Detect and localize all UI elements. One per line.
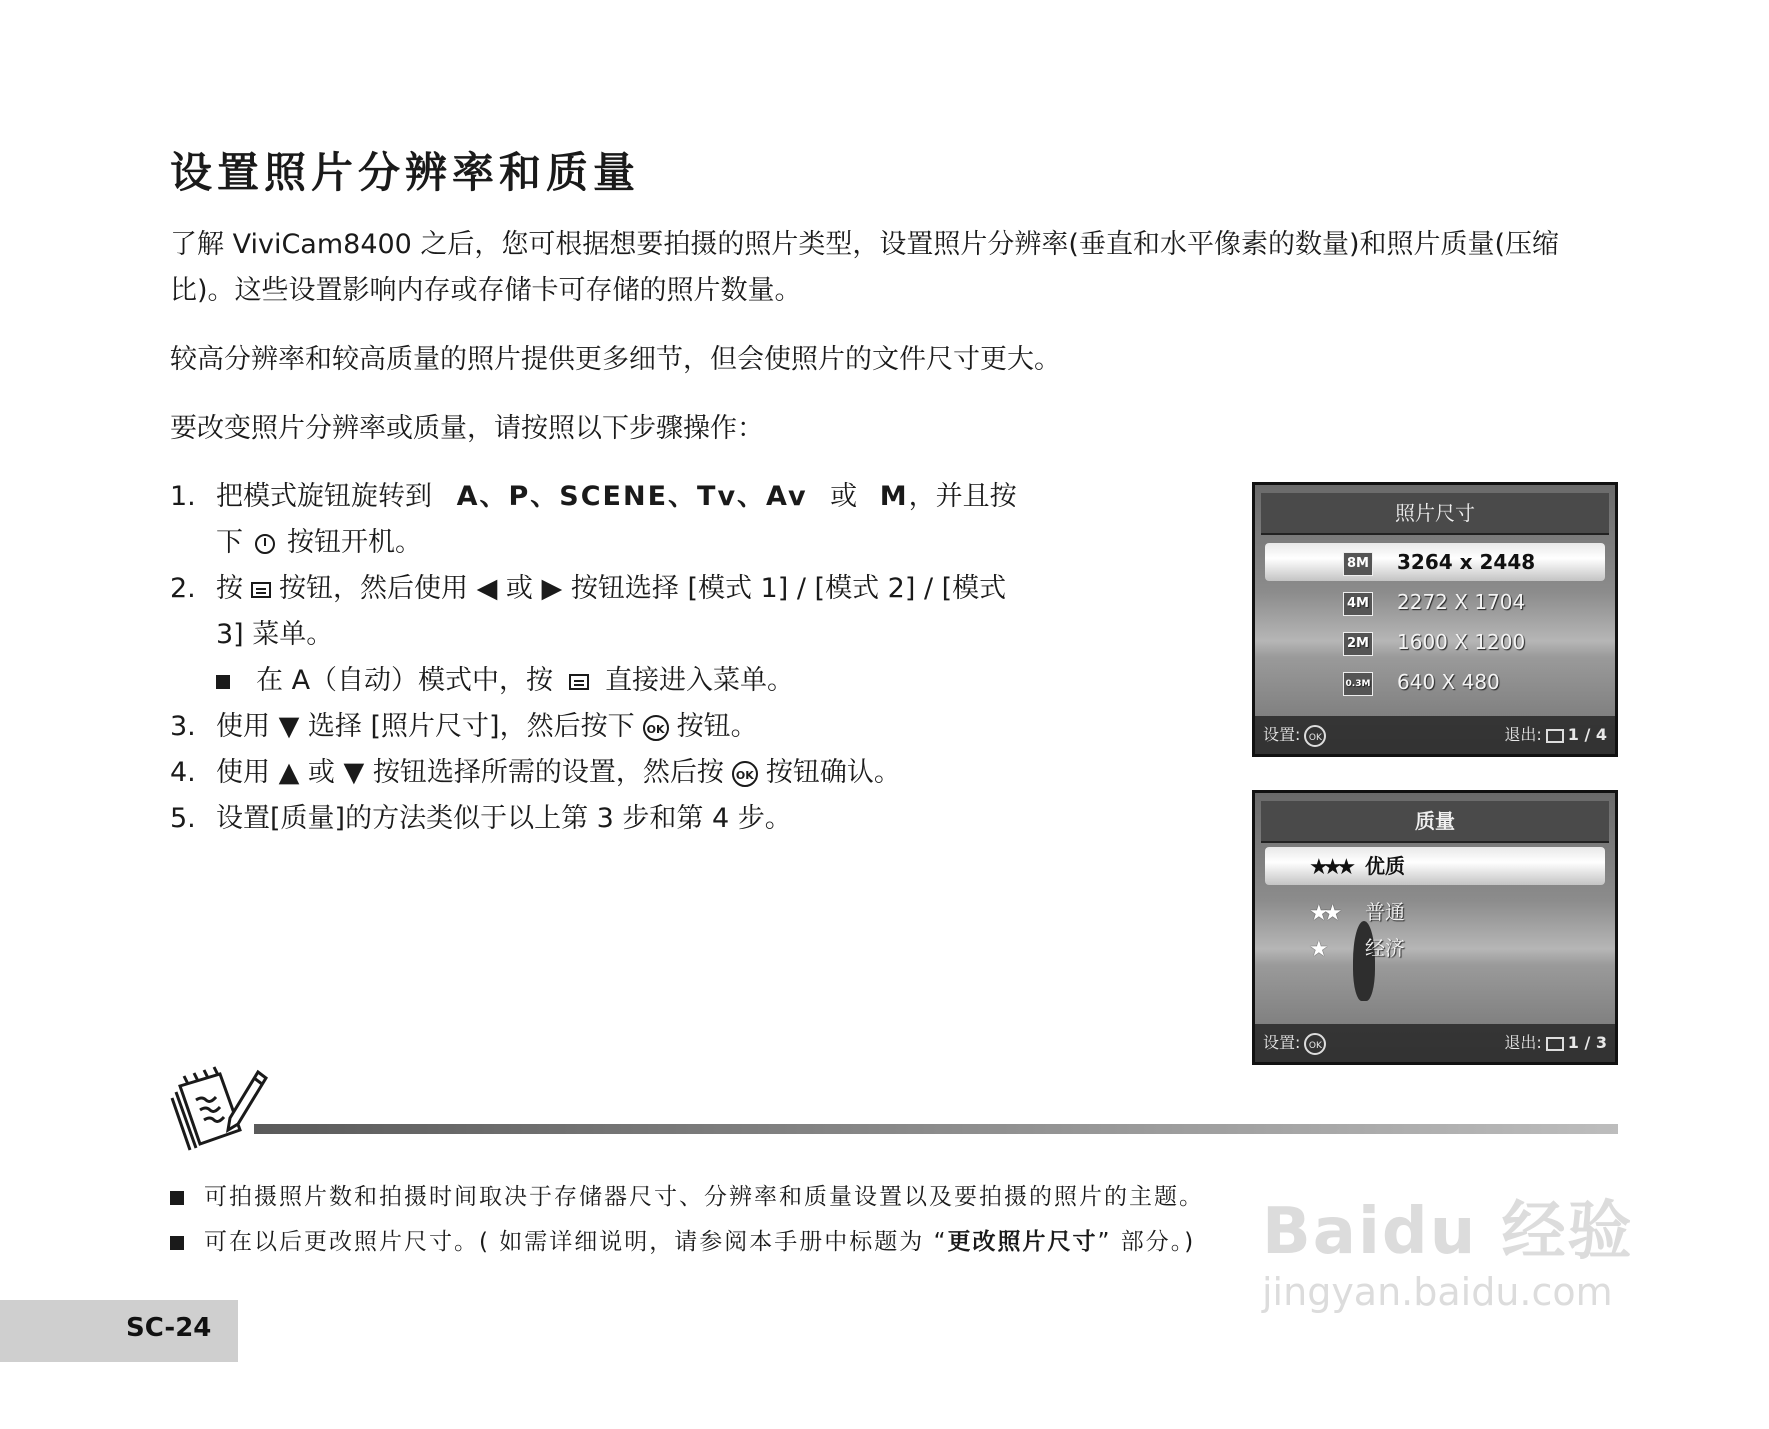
page-indicator: 1 / 4	[1567, 725, 1607, 744]
step-4: 4. 使用 ▲ 或 ▼ 按钮选择所需的设置，然后按 OK 按钮确认。	[170, 757, 901, 788]
menu-icon	[569, 674, 589, 690]
4m-icon: 4M	[1343, 592, 1373, 616]
0.3m-icon: 0.3M	[1343, 672, 1373, 696]
section-reference[interactable]: 更改照片尺寸	[947, 1229, 1098, 1255]
page-indicator: 1 / 3	[1567, 1033, 1607, 1052]
size-option-4m[interactable]: 4M 2272 X 1704	[1343, 584, 1525, 620]
bullet-square-icon	[216, 675, 230, 689]
two-stars-icon: ★★	[1309, 900, 1337, 926]
power-icon	[255, 534, 275, 554]
note-2: 可在以后更改照片尺寸。( 如需详细说明，请参阅本手册中标题为 “更改照片尺寸” 部分。)	[170, 1223, 1195, 1256]
menu-icon	[251, 582, 271, 598]
ok-button-icon: OK	[732, 761, 758, 787]
baidu-watermark	[1262, 1180, 1634, 1314]
menu-icon	[1546, 1037, 1564, 1051]
mode-list: A、P、SCENE、Tv、Av	[456, 481, 808, 512]
intro-paragraph: 了解 ViviCam8400 之后，您可根据想要拍摄的照片类型，设置照片分辨率(垂直和水平像素的数量)和照片质量(压缩比)。这些设置影响内存或存储卡可存储的照片数量。	[170, 229, 1560, 306]
quality-option-economy[interactable]: ★ 经济	[1309, 930, 1405, 966]
ok-icon: OK	[1304, 1033, 1326, 1055]
step-1-cont: 下 按钮开机。	[216, 527, 422, 558]
page-title: 设置照片分辨率和质量	[170, 148, 641, 197]
quality-option-normal[interactable]: ★★ 普通	[1309, 894, 1405, 930]
step-list	[170, 474, 1130, 842]
step-2-cont: 3] 菜单。	[216, 619, 334, 650]
detail-paragraph: 较高分辨率和较高质量的照片提供更多细节，但会使照片的文件尺寸更大。	[170, 344, 1061, 375]
note-divider	[254, 1124, 1618, 1134]
notepad-pencil-icon	[170, 1058, 270, 1158]
step-2-sub: 在 A（自动）模式中，按 直接进入菜单。	[170, 658, 1130, 704]
screen-footer: 设置: OK 退出: 1 / 4	[1255, 716, 1615, 754]
menu-icon	[1546, 729, 1564, 743]
step-2: 2. 按 按钮，然后使用 ◀ 或 ▶ 按钮选择 [模式 1] / [模式 2] / [模式	[170, 573, 1007, 604]
size-option-vga[interactable]: 0.3M 640 X 480	[1343, 664, 1500, 700]
screen-header: 照片尺寸	[1261, 493, 1609, 535]
size-option-2m[interactable]: 2M 1600 X 1200	[1343, 624, 1525, 660]
watermark-brand: Baidu 经验	[1262, 1195, 1634, 1269]
ok-icon: OK	[1304, 725, 1326, 747]
quality-screen	[1252, 790, 1618, 1065]
screen-footer: 设置: OK 退出: 1 / 3	[1255, 1024, 1615, 1062]
step-1: 1. 把模式旋钮旋转到 A、P、SCENE、Tv、Av 或 M，并且按	[170, 481, 1017, 512]
page-number: SC-24	[126, 1313, 212, 1343]
step-3: 3. 使用 ▼ 选择 [照片尺寸]，然后按下 OK 按钮。	[170, 711, 758, 742]
instruction-paragraph: 要改变照片分辨率或质量，请按照以下步骤操作：	[170, 413, 764, 444]
size-option-8m[interactable]: 8M 3264 x 2448	[1343, 544, 1535, 580]
quality-option-fine[interactable]: ★★★ 优质	[1309, 848, 1405, 884]
photo-size-screen	[1252, 482, 1618, 757]
note-1: 可拍摄照片数和拍摄时间取决于存储器尺寸、分辨率和质量设置以及要拍摄的照片的主题。	[170, 1178, 1204, 1211]
screen-header: 质量	[1261, 801, 1609, 843]
2m-icon: 2M	[1343, 632, 1373, 656]
three-stars-icon: ★★★	[1309, 854, 1351, 880]
watermark-url: jingyan.baidu.com	[1262, 1270, 1613, 1314]
bullet-square-icon	[170, 1191, 184, 1205]
8m-icon: 8M	[1343, 552, 1373, 576]
bullet-square-icon	[170, 1236, 184, 1250]
step-5: 5. 设置[质量]的方法类似于以上第 3 步和第 4 步。	[170, 803, 792, 834]
one-star-icon: ★	[1309, 936, 1323, 962]
ok-button-icon: OK	[643, 715, 669, 741]
